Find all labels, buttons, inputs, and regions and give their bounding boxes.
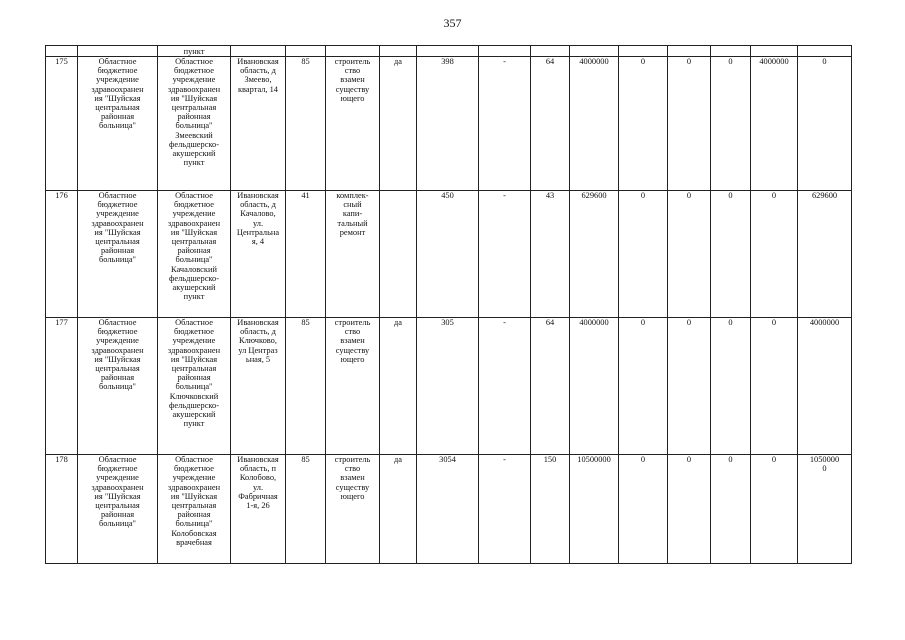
cell-c15: 0 [751, 318, 798, 455]
cell-c13: 0 [668, 57, 711, 191]
cell-c9: - [479, 455, 531, 564]
cell-c13 [668, 46, 711, 57]
cell-c9 [479, 46, 531, 57]
cell-address: Ивановская область, д Змеево, квартал, 14 [231, 57, 286, 191]
cell-num: 176 [46, 191, 78, 318]
cell-work [326, 46, 380, 57]
cell-c11: 629600 [570, 191, 619, 318]
cell-c16: 1050000 0 [798, 455, 852, 564]
cell-org [78, 46, 158, 57]
cell-c5: 85 [286, 57, 326, 191]
cell-c14: 0 [711, 455, 751, 564]
cell-object: Областное бюджетное учреждение здравоохранен ия "Шуйская центральная районная больница" Качаловский фельдшерско- акушерский пункт [158, 191, 231, 318]
cell-work: комплек- сный капи- тальный ремонт [326, 191, 380, 318]
cell-c8: 305 [417, 318, 479, 455]
cell-c13: 0 [668, 318, 711, 455]
cell-org: Областное бюджетное учреждение здравоохранен ия "Шуйская центральная районная больница" [78, 318, 158, 455]
cell-c11: 4000000 [570, 318, 619, 455]
cell-address: Ивановская область, д Качалово, ул. Центральна я, 4 [231, 191, 286, 318]
cell-c14: 0 [711, 191, 751, 318]
cell-c10 [531, 46, 570, 57]
cell-c12: 0 [619, 191, 668, 318]
cell-c15: 4000000 [751, 57, 798, 191]
cell-c5: 85 [286, 455, 326, 564]
cell-c9: - [479, 57, 531, 191]
cell-num [46, 46, 78, 57]
cell-c15: 0 [751, 191, 798, 318]
cell-c5: 85 [286, 318, 326, 455]
cell-c13: 0 [668, 455, 711, 564]
cell-c15: 0 [751, 455, 798, 564]
cell-c9: - [479, 191, 531, 318]
cell-c11: 4000000 [570, 57, 619, 191]
cell-c13: 0 [668, 191, 711, 318]
cell-c16: 4000000 [798, 318, 852, 455]
cell-work: строитель ство взамен существу ющего [326, 455, 380, 564]
cell-address [231, 46, 286, 57]
cell-c16: 0 [798, 57, 852, 191]
cell-org: Областное бюджетное учреждение здравоохранен ия "Шуйская центральная районная больница" [78, 191, 158, 318]
cell-c7: да [380, 57, 417, 191]
cell-c15 [751, 46, 798, 57]
cell-c12: 0 [619, 455, 668, 564]
cell-c7: да [380, 318, 417, 455]
cell-object: Областное бюджетное учреждение здравоохранен ия "Шуйская центральная районная больница" Колобовская врачебная [158, 455, 231, 564]
cell-c7 [380, 191, 417, 318]
cell-c8: 398 [417, 57, 479, 191]
cell-c14: 0 [711, 318, 751, 455]
cell-c12: 0 [619, 318, 668, 455]
table-row-fragment [46, 46, 852, 57]
cell-work: строитель ство взамен существу ющего [326, 318, 380, 455]
cell-c8: 450 [417, 191, 479, 318]
cell-c7 [380, 46, 417, 57]
cell-c12: 0 [619, 57, 668, 191]
table-row [46, 57, 852, 191]
cell-c8: 3054 [417, 455, 479, 564]
cell-c12 [619, 46, 668, 57]
cell-c10: 64 [531, 57, 570, 191]
cell-address: Ивановская область, д Ключково, ул Центраз ьная, 5 [231, 318, 286, 455]
cell-c10: 64 [531, 318, 570, 455]
cell-c9: - [479, 318, 531, 455]
cell-object: Областное бюджетное учреждение здравоохранен ия "Шуйская центральная районная больница" Змеевский фельдшерско- акушерский пункт [158, 57, 231, 191]
cell-c16: 629600 [798, 191, 852, 318]
cell-c10: 150 [531, 455, 570, 564]
cell-c5: 41 [286, 191, 326, 318]
cell-c7: да [380, 455, 417, 564]
table-row [46, 318, 852, 455]
table-row [46, 191, 852, 318]
cell-c11 [570, 46, 619, 57]
cell-c14: 0 [711, 57, 751, 191]
cell-object: пункт [158, 46, 231, 57]
cell-work: строитель ство взамен существу ющего [326, 57, 380, 191]
cell-c14 [711, 46, 751, 57]
cell-num: 177 [46, 318, 78, 455]
cell-org: Областное бюджетное учреждение здравоохранен ия "Шуйская центральная районная больница" [78, 455, 158, 564]
page-number: 357 [443, 16, 462, 30]
cell-c5 [286, 46, 326, 57]
cell-org: Областное бюджетное учреждение здравоохранен ия "Шуйская центральная районная больница" [78, 57, 158, 191]
cell-num: 178 [46, 455, 78, 564]
table-row [46, 455, 852, 564]
cell-c16 [798, 46, 852, 57]
cell-c11: 10500000 [570, 455, 619, 564]
objects-table [45, 45, 852, 564]
cell-c8 [417, 46, 479, 57]
cell-object: Областное бюджетное учреждение здравоохранен ия "Шуйская центральная районная больница" Ключковский фельдшерско- акушерский пункт [158, 318, 231, 455]
cell-num: 175 [46, 57, 78, 191]
cell-address: Ивановская область, п Колобово, ул. Фабричная 1-я, 26 [231, 455, 286, 564]
cell-c10: 43 [531, 191, 570, 318]
